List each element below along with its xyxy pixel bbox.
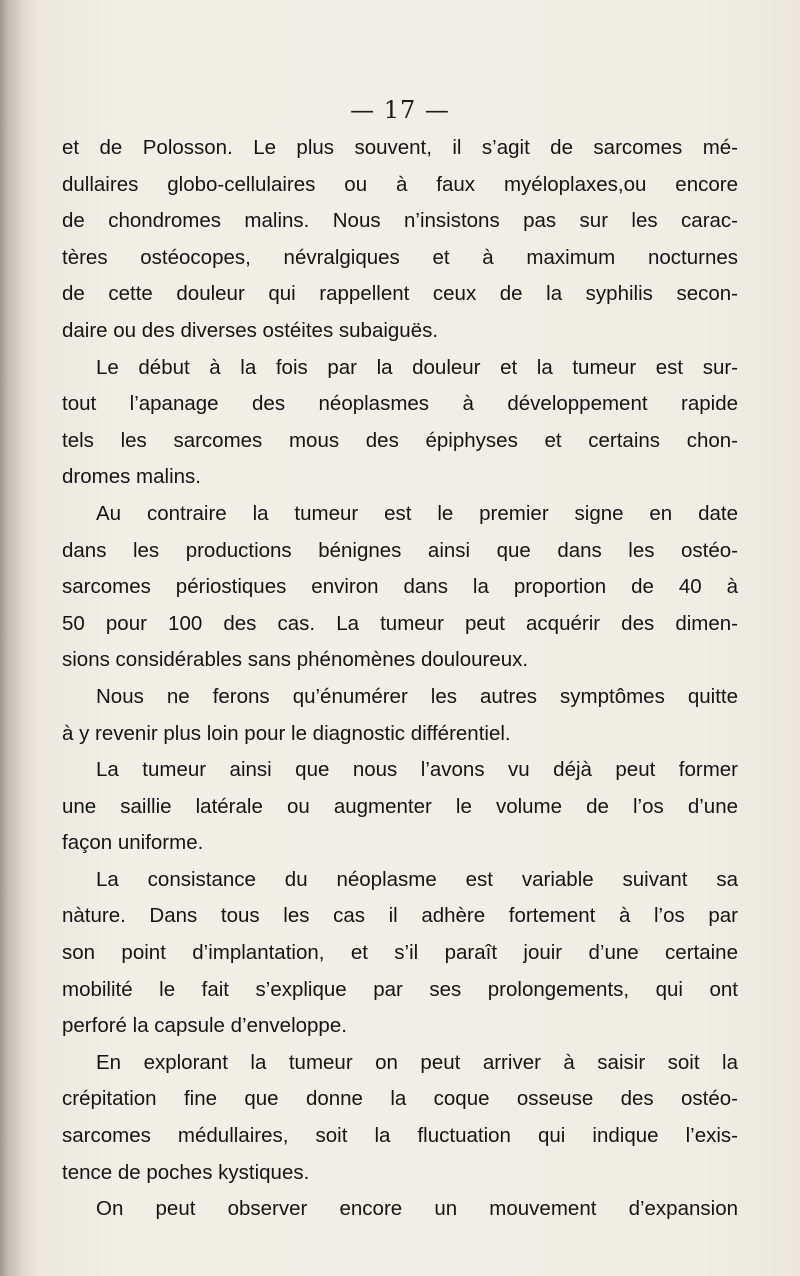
text-line: nàture. Dans tous les cas il adhère fortement à l’os par xyxy=(62,904,738,928)
text-line: tels les sarcomes mous des épiphyses et certains chon- xyxy=(62,428,738,452)
text-line: sarcomes médullaires, soit la fluctuation qui indique l’exis- xyxy=(62,1124,738,1148)
text-line: son point d’implantation, et s’il paraît jouir d’une certaine xyxy=(62,941,738,965)
text-line: tères ostéocopes, névralgiques et à maximum nocturnes xyxy=(62,245,738,269)
text-line: mobilité le fait s’explique par ses prolongements, qui ont xyxy=(62,977,738,1001)
text-line: crépitation fine que donne la coque osseuse des ostéo- xyxy=(62,1087,738,1111)
text-line: Le début à la fois par la douleur et la tumeur est sur- xyxy=(96,355,738,379)
text-line: daire ou des diverses ostéites subaiguës. xyxy=(62,318,439,342)
text-line: sions considérables sans phénomènes douloureux. xyxy=(62,648,529,672)
text-line: On peut observer encore un mouvement d’expansion xyxy=(96,1197,738,1221)
text-line: de chondromes malins. Nous n’insistons pas sur les carac- xyxy=(62,209,738,233)
text-line: dans les productions bénignes ainsi que dans les ostéo- xyxy=(62,538,738,562)
text-line: 50 pour 100 des cas. La tumeur peut acquérir des dimen- xyxy=(62,611,738,635)
body-text xyxy=(62,130,738,1228)
text-line: dullaires globo-cellulaires ou à faux myéloplaxes,ou encore xyxy=(62,172,738,196)
page-binding-edge xyxy=(0,0,22,1276)
text-line: En explorant la tumeur on peut arriver à saisir soit la xyxy=(96,1050,738,1074)
text-line: perforé la capsule d’enveloppe. xyxy=(62,1014,347,1038)
text-line: dromes malins. xyxy=(62,465,201,489)
text-line: de cette douleur qui rappellent ceux de la syphilis secon- xyxy=(62,282,738,306)
text-line: à y revenir plus loin pour le diagnostic différentiel. xyxy=(62,721,511,745)
text-line: Au contraire la tumeur est le premier signe en date xyxy=(96,501,738,525)
text-line: sarcomes périostiques environ dans la proportion de 40 à xyxy=(62,575,738,599)
text-line: La consistance du néoplasme est variable suivant sa xyxy=(96,867,738,891)
text-line: une saillie latérale ou augmenter le volume de l’os d’une xyxy=(62,794,738,818)
page-number: — 17 — xyxy=(350,96,450,124)
text-line: tout l’apanage des néoplasmes à développement rapide xyxy=(62,392,738,416)
text-line: La tumeur ainsi que nous l’avons vu déjà peut former xyxy=(96,758,738,782)
text-line: Nous ne ferons qu’énumérer les autres symptômes quitte xyxy=(96,684,738,708)
text-line: tence de poches kystiques. xyxy=(62,1160,310,1184)
text-line: et de Polosson. Le plus souvent, il s’agit de sarcomes mé- xyxy=(62,136,738,159)
text-line: façon uniforme. xyxy=(62,831,204,855)
